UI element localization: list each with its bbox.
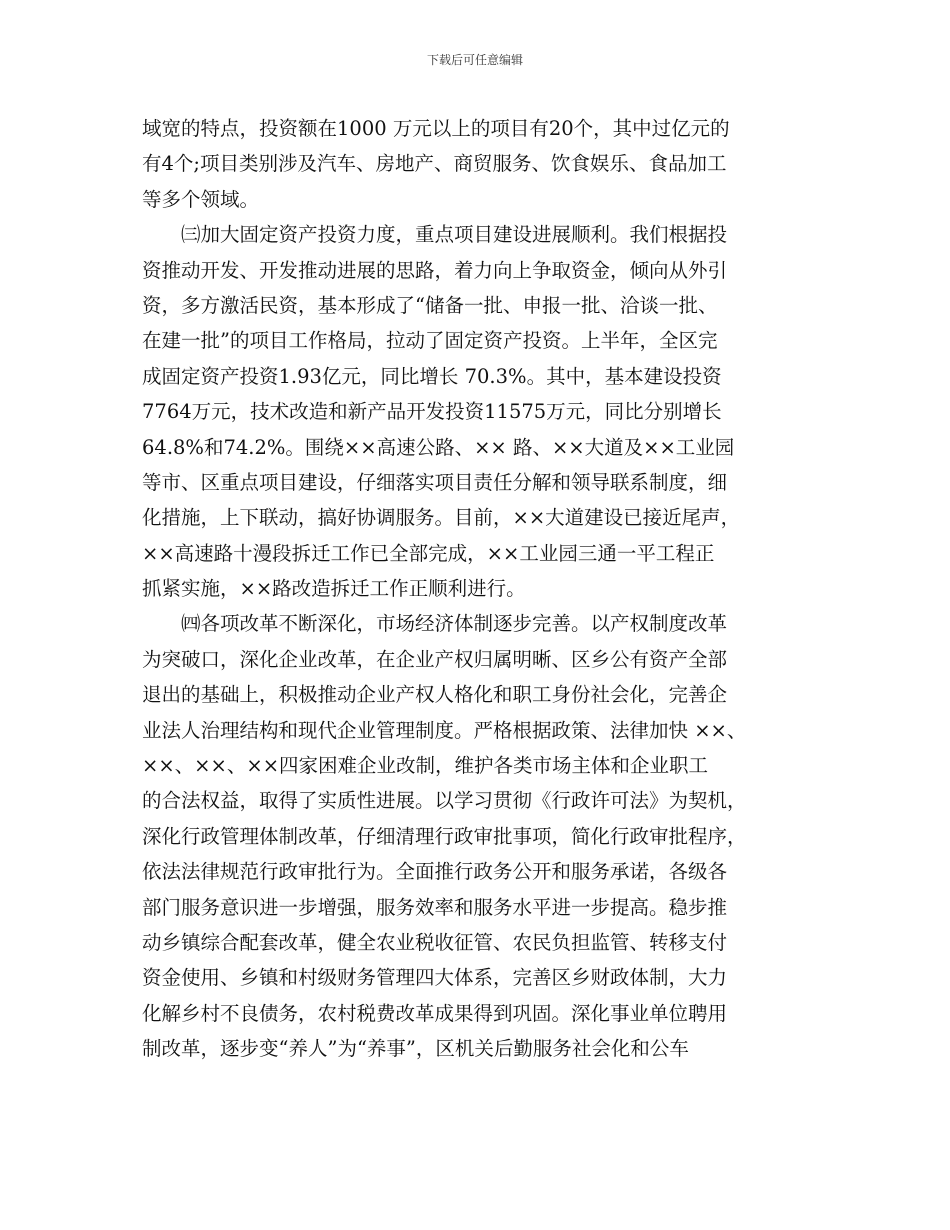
text-line: 资金使用、乡镇和村级财务管理四大体系，完善区乡财政体制，大力 [142, 966, 728, 990]
text-line: 等多个领域。 [142, 187, 260, 211]
text-line: 为突破口，深化企业改革，在企业产权归属明晰、区乡公有资产全部 [142, 647, 728, 671]
text-line: 深化行政管理体制改革，仔细清理行政审批事项，简化行政审批程序， [142, 824, 747, 848]
text-line: 制改革，逐步变“养人”为“养事”，区机关后勤服务社会化和公车 [142, 1037, 689, 1061]
text-line: 化措施，上下联动，搞好协调服务。目前，××大道建设已接近尾声， [142, 506, 741, 530]
text-line: 依法法律规范行政审批行为。全面推行政务公开和服务承诺，各级各 [142, 860, 728, 884]
text-line: ××、××、××四家困难企业改制，维护各类市场主体和企业职工 [142, 754, 709, 778]
text-line: 资，多方激活民资，基本形成了“储备一批、申报一批、洽谈一批、 [142, 293, 718, 317]
page-header: 下载后可任意编辑 [426, 53, 523, 67]
text-line: ㈣各项改革不断深化，市场经济体制逐步完善。以产权制度改革 [181, 612, 728, 636]
text-line: 等市、区重点项目建设，仔细落实项目责任分解和领导联系制度，细 [142, 470, 728, 494]
text-line: ××高速路十漫段拆迁工作已全部完成，××工业园三通一平工程正 [142, 541, 715, 565]
text-line: 64.8%和74.2%。围绕××高速公路、×× 路、××大道及××工业园 [142, 435, 735, 459]
text-line: 域宽的特点，投资额在1000 万元以上的项目有20个，其中过亿元的 [142, 117, 730, 140]
text-line: 成固定资产投资1.93亿元，同比增长 70.3%。其中，基本建设投资 [142, 364, 722, 388]
text-line: 动乡镇综合配套改革，健全农业税收征管、农民负担监管、转移支付 [142, 930, 728, 954]
document-body [142, 111, 818, 1067]
text-line: 在建一批”的项目工作格局，拉动了固定资产投资。上半年，全区完 [142, 329, 718, 353]
text-line: 化解乡村不良债务，农村税费改革成果得到巩固。深化事业单位聘用 [142, 1001, 728, 1025]
text-line: 有4个;项目类别涉及汽车、房地产、商贸服务、饮食娱乐、食品加工 [142, 152, 727, 176]
text-line: 部门服务意识进一步增强，服务效率和服务水平进一步提高。稳步推 [142, 895, 728, 919]
text-line: 抓紧实施，××路改造拆迁工作正顺利进行。 [142, 577, 526, 601]
text-line: 业法人治理结构和现代企业管理制度。严格根据政策、法律加快 ××、 [142, 718, 747, 742]
text-line: 的合法权益，取得了实质性进展。以学习贯彻《行政许可法》为契机， [142, 789, 747, 813]
text-line: 退出的基础上，积极推动企业产权人格化和职工身份社会化，完善企 [142, 683, 728, 707]
text-line: 资推动开发、开发推动进展的思路，着力向上争取资金，倾向从外引 [142, 258, 728, 282]
text-line: 7764万元，技术改造和新产品开发投资11575万元，同比分别增长 [142, 400, 722, 424]
text-line: ㈢加大固定资产投资力度，重点项目建设进展顺利。我们根据投 [181, 223, 728, 247]
